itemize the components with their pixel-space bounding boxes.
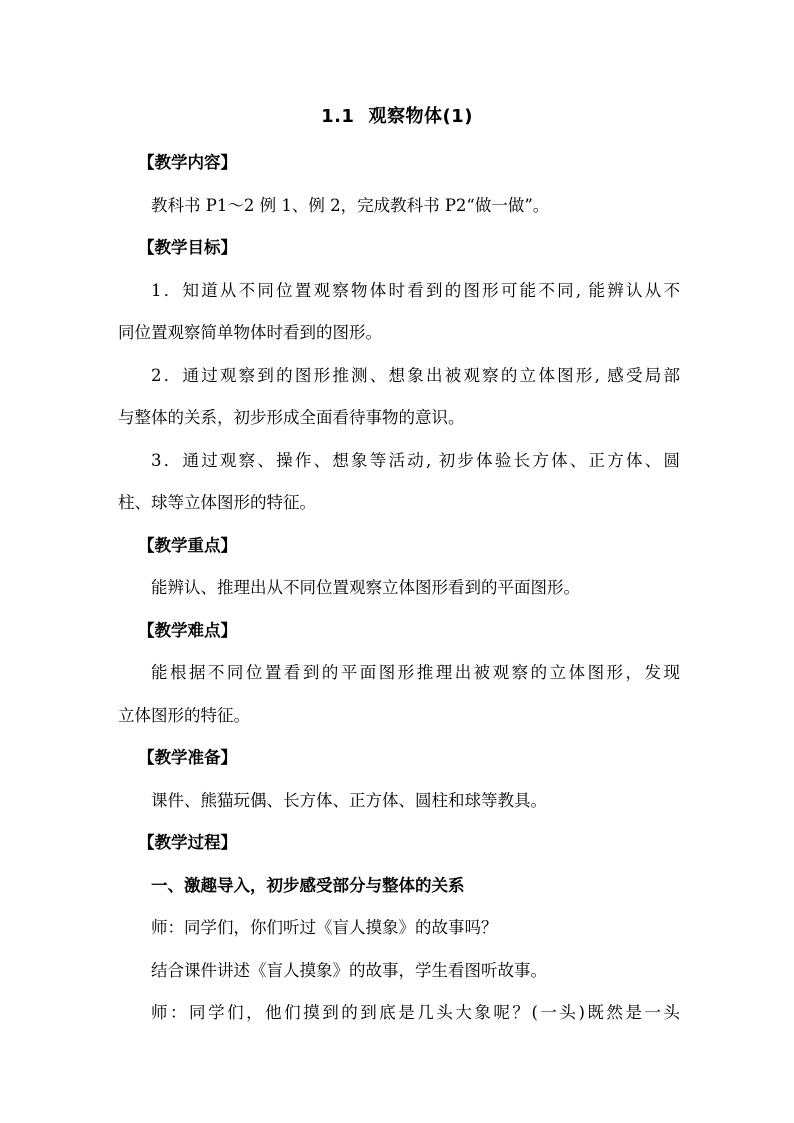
page-title: [0, 103, 794, 131]
section-heading-preparation: 【教学准备】: [138, 748, 237, 767]
difficulty-line-2: 立体图形的特征。: [118, 705, 250, 725]
key-points-paragraph: 能辨认、推理出从不同位置观察立体图形看到的平面图形。: [151, 578, 580, 597]
goal-1-line-2: 同位置观察简单物体时看到的图形。: [118, 323, 382, 342]
section-heading-process: 【教学过程】: [138, 833, 237, 852]
goal-2-line-1: 2．通过观察到的图形推测、想象出被观察的立体图形, 感受局部: [151, 365, 680, 385]
section-heading-difficulties: 【教学难点】: [138, 620, 237, 640]
goal-3-line-2: 柱、球等立体图形的特征。: [118, 493, 316, 512]
goal-3-line-1: 3．通过观察、操作、想象等活动, 初步体验长方体、正方体、圆: [151, 450, 680, 470]
title-text: 观察物体(1): [368, 106, 473, 127]
content-paragraph: 教科书 P1～2 例 1、例 2，完成教科书 P2“做一做”。: [151, 195, 550, 215]
goal-1-line-1: 1．知道从不同位置观察物体时看到的图形可能不同, 能辨认从不: [151, 280, 680, 300]
process-paragraph-3: 师：同学们，他们摸到的到底是几头大象呢？(一头)既然是一头: [151, 1003, 680, 1022]
preparation-paragraph: 课件、熊猫玩偶、长方体、正方体、圆柱和球等教具。: [151, 790, 547, 810]
part-1-heading: 一、激趣导入，初步感受部分与整体的关系: [151, 875, 465, 895]
document-body: [118, 142, 680, 1035]
section-heading-goals: 【教学目标】: [138, 238, 237, 257]
title-number: 1.1: [321, 106, 355, 127]
difficulty-line-1: 能根据不同位置看到的平面图形推理出被观察的立体图形，发现: [151, 663, 680, 682]
process-paragraph-2: 结合课件讲述《盲人摸象》的故事，学生看图听故事。: [151, 960, 547, 980]
section-heading-key-points: 【教学重点】: [138, 535, 237, 555]
section-heading-content: 【教学内容】: [138, 153, 237, 172]
process-paragraph-1: 师：同学们，你们听过《盲人摸象》的故事吗？: [151, 918, 498, 937]
goal-2-line-2: 与整体的关系，初步形成全面看待事物的意识。: [118, 408, 465, 427]
